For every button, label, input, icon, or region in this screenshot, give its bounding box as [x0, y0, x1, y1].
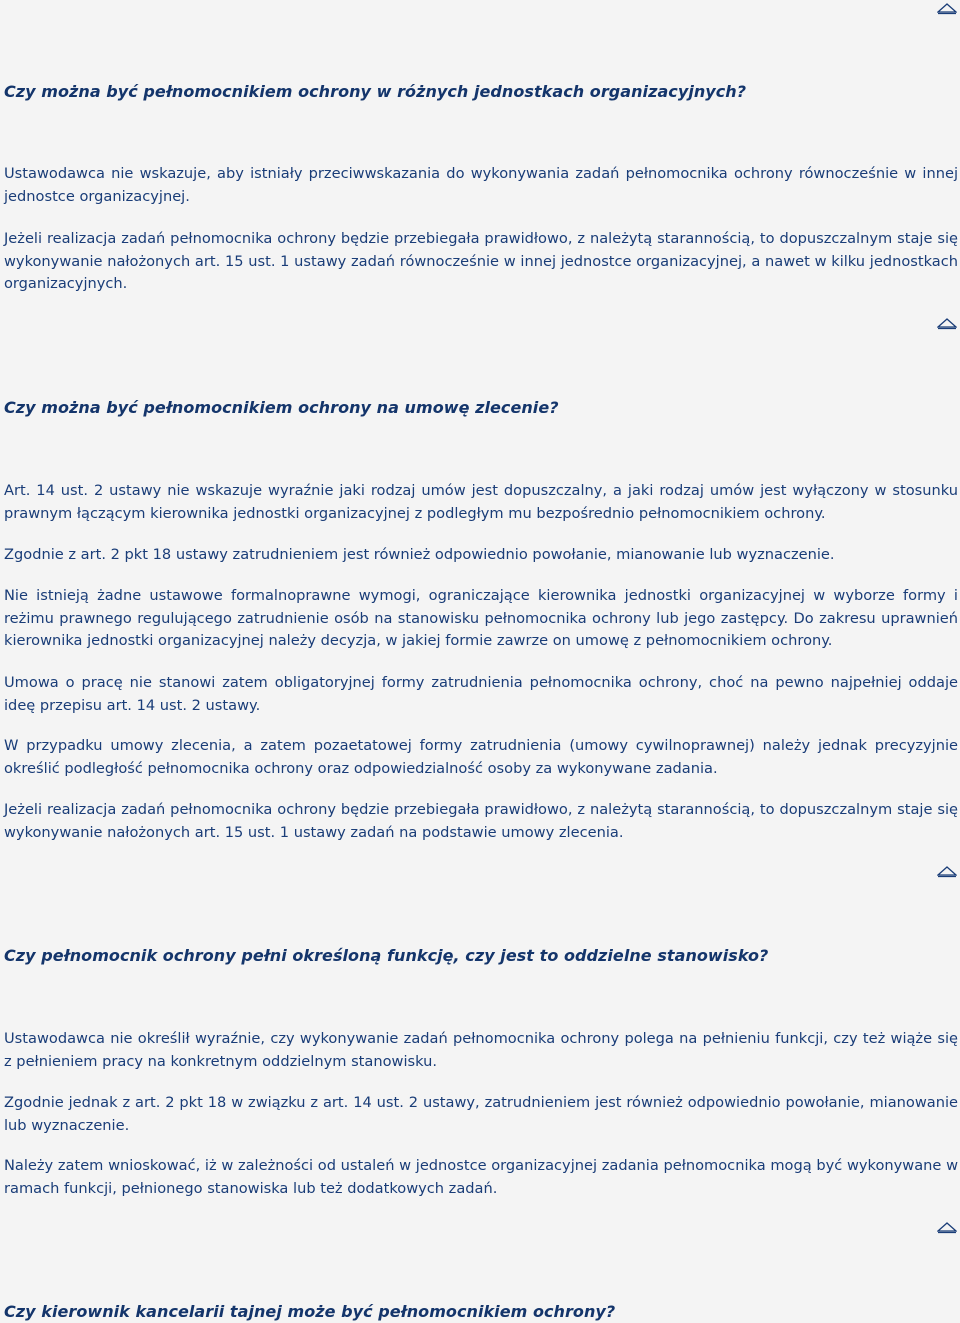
- paragraph: Zgodnie jednak z art. 2 pkt 18 w związku z art. 14 ust. 2 ustawy, zatrudnieniem jest również odpowiednio powołanie, mianowanie lub wyznaczenie.: [4, 1094, 958, 1134]
- paragraph: Ustawodawca nie określił wyraźnie, czy wykonywanie zadań pełnomocnika ochrony polega na pełnieniu funkcji, czy też wiąże się z pełnieniem pracy na konkretnym oddzielnym stanowisku.: [4, 1030, 958, 1070]
- paragraph: Jeżeli realizacja zadań pełnomocnika ochrony będzie przebiegała prawidłowo, z należytą starannością, to dopuszczalnym staje się wykonywanie nałożonych art. 15 ust. 1 ustawy zadań równocześnie w innej jednostce organizacyjnej, a nawet w kilku jednostkach organizacyjnych.: [4, 230, 958, 292]
- back-to-top-up-arrow-icon[interactable]: [937, 1220, 957, 1234]
- paragraph: Zgodnie z art. 2 pkt 18 ustawy zatrudnieniem jest również odpowiednio powołanie, mianowanie lub wyznaczenie.: [4, 546, 835, 563]
- paragraph: Jeżeli realizacja zadań pełnomocnika ochrony będzie przebiegała prawidłowo, z należytą starannością, to dopuszczalnym staje się wykonywanie nałożonych art. 15 ust. 1 ustawy zadań na podstawie umowy zlecenia.: [4, 801, 958, 841]
- question-heading: Czy można być pełnomocnikiem ochrony na umowę zlecenie?: [4, 398, 559, 417]
- paragraph: Ustawodawca nie wskazuje, aby istniały przeciwwskazania do wykonywania zadań pełnomocnika ochrony równocześnie w innej jednostce organizacyjnej.: [4, 165, 958, 205]
- question-heading: Czy kierownik kancelarii tajnej może być pełnomocnikiem ochrony?: [4, 1302, 616, 1321]
- paragraph: Art. 14 ust. 2 ustawy nie wskazuje wyraźnie jaki rodzaj umów jest dopuszczalny, a jaki rodzaj umów jest wyłączony w stosunku prawnym łączącym kierownika jednostki organizacyjnej z podległym mu bezpośrednio pełnomocnikiem ochrony.: [4, 482, 958, 522]
- question-heading: Czy można być pełnomocnikiem ochrony w różnych jednostkach organizacyjnych?: [4, 82, 747, 101]
- back-to-top-up-arrow-icon[interactable]: [937, 1, 957, 15]
- question-heading: Czy pełnomocnik ochrony pełni określoną funkcję, czy jest to oddzielne stanowisko?: [4, 946, 769, 965]
- back-to-top-up-arrow-icon[interactable]: [937, 316, 957, 330]
- back-to-top-up-arrow-icon[interactable]: [937, 864, 957, 878]
- paragraph: Należy zatem wnioskować, iż w zależności od ustaleń w jednostce organizacyjnej zadania pełnomocnika mogą być wykonywane w ramach funkcji, pełnionego stanowiska lub też dodatkowych zadań.: [4, 1157, 958, 1197]
- paragraph: W przypadku umowy zlecenia, a zatem pozaetatowej formy zatrudnienia (umowy cywilnoprawnej) należy jednak precyzyjnie określić podległość pełnomocnika ochrony oraz odpowiedzialność osoby za wykonywane zadania.: [4, 737, 958, 777]
- paragraph: Nie istnieją żadne ustawowe formalnoprawne wymogi, ograniczające kierownika jednostki organizacyjnej w wyborze formy i reżimu prawnego regulującego zatrudnienie osób na stanowisku pełnomocnika ochrony lub jego zastępcy. Do zakresu uprawnień kierownika jednostki organizacyjnej należy decyzja, w jakiej formie zawrze on umowę z pełnomocnikiem ochrony.: [4, 587, 958, 649]
- paragraph: Umowa o pracę nie stanowi zatem obligatoryjnej formy zatrudnienia pełnomocnika ochrony, choć na pewno najpełniej oddaje ideę przepisu art. 14 ust. 2 ustawy.: [4, 674, 958, 714]
